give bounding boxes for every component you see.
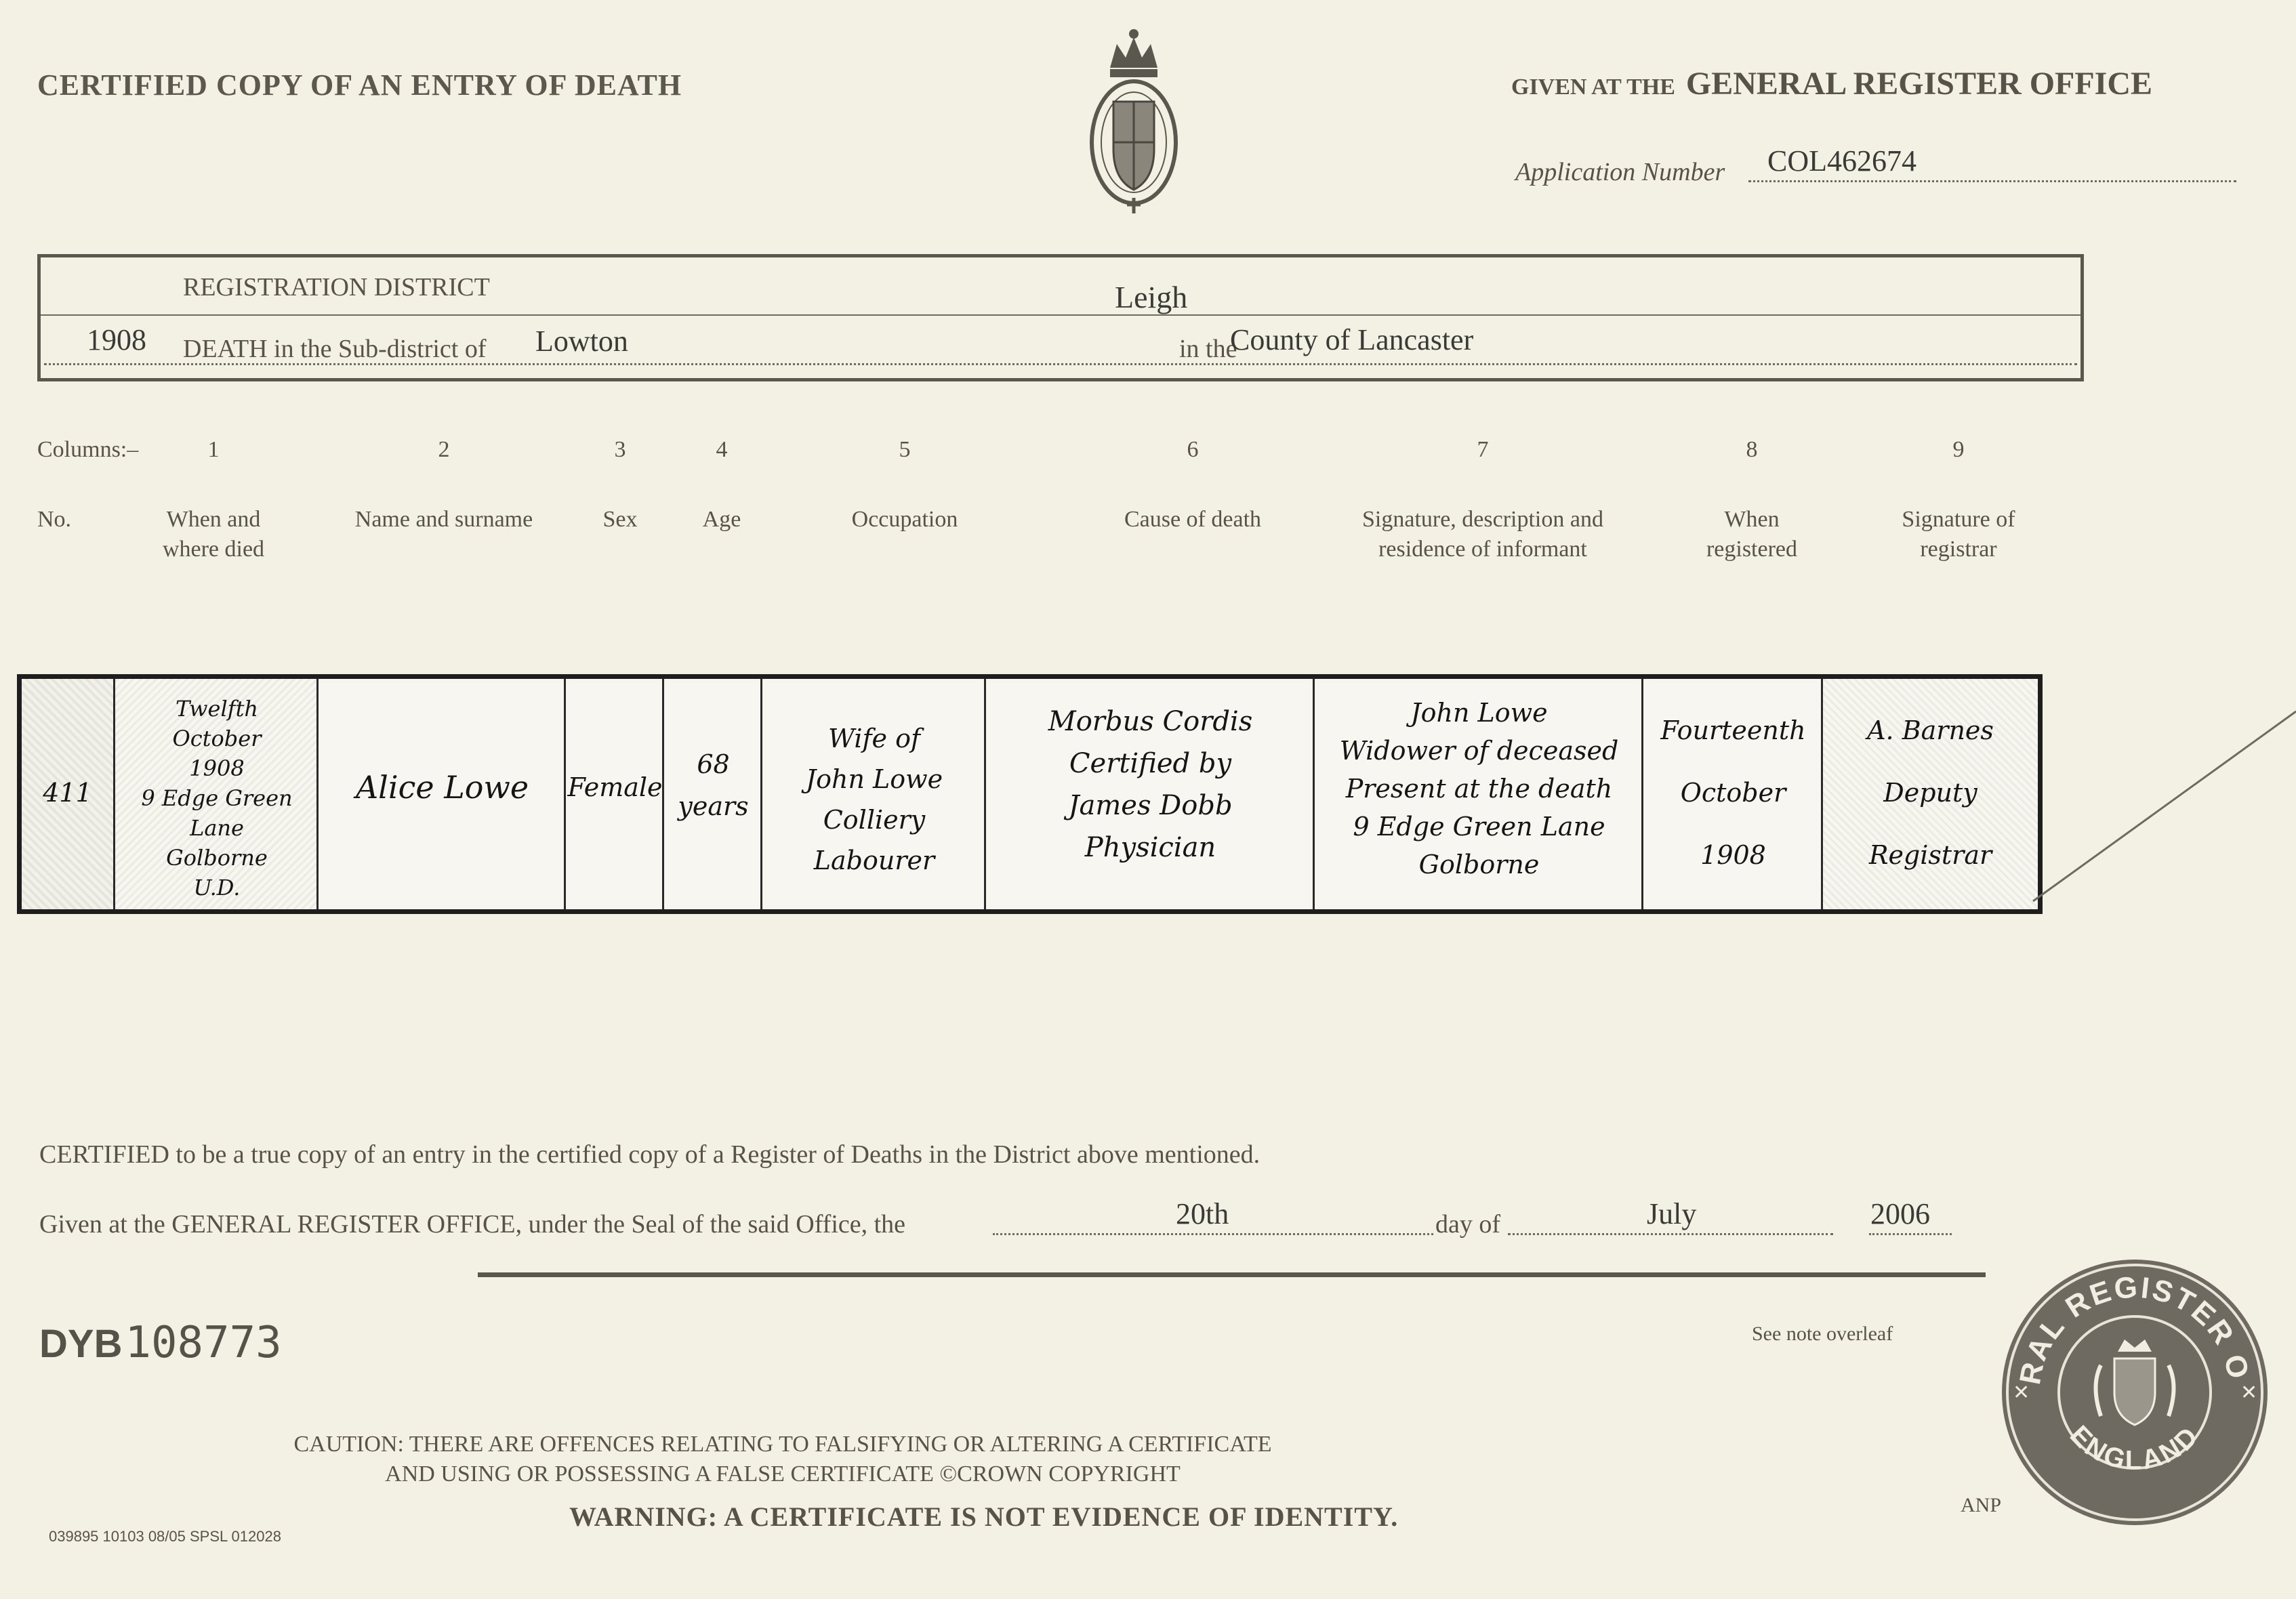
caution-block bbox=[0, 1430, 1565, 1489]
column-number: 2 bbox=[438, 437, 450, 462]
year-field bbox=[1869, 1197, 1952, 1235]
svg-text:✕: ✕ bbox=[2240, 1381, 2258, 1405]
caution-line-2: AND USING OR POSSESSING A FALSE CERTIFICATE ©CROWN COPYRIGHT bbox=[385, 1461, 1181, 1487]
hand-line: Labourer bbox=[813, 846, 935, 875]
hand-line: Deputy bbox=[1883, 778, 1977, 808]
hand-line: years bbox=[678, 791, 749, 821]
month-field bbox=[1508, 1197, 1833, 1235]
heading-line: residence of informant bbox=[1378, 537, 1587, 562]
anp-mark: ANP bbox=[1961, 1494, 2002, 1516]
hand-line: 9 Edge Green Lane bbox=[1353, 812, 1605, 842]
svg-text:✕: ✕ bbox=[2013, 1381, 2030, 1405]
hand-line: A. Barnes bbox=[1867, 715, 1994, 745]
when-where-cell bbox=[113, 679, 319, 909]
heading-line: Signature of bbox=[1902, 507, 2015, 532]
heading-line: where died bbox=[162, 537, 265, 562]
caution-line-1: CAUTION: THERE ARE OFFENCES RELATING TO FALSIFYING OR ALTERING A CERTIFICATE bbox=[293, 1432, 1272, 1457]
given-text: Given at the GENERAL REGISTER OFFICE, under the Seal of the said Office, the bbox=[39, 1210, 906, 1239]
hand-line: Registrar bbox=[1868, 840, 1992, 870]
heading-registered bbox=[1670, 505, 1833, 564]
deceased-sex: Female bbox=[567, 772, 663, 802]
note-overleaf: See note overleaf bbox=[1752, 1323, 1893, 1345]
column-number: 1 bbox=[207, 437, 220, 462]
seal-icon bbox=[1999, 1257, 2270, 1528]
heading-line: When and bbox=[166, 507, 261, 532]
given-office: GENERAL REGISTER OFFICE bbox=[1685, 66, 2153, 102]
name-cell bbox=[316, 679, 566, 909]
certification-statement: CERTIFIED to be a true copy of an entry in the certified copy of a Register of Deaths in the District above mentioned. bbox=[39, 1140, 1260, 1169]
when-registered bbox=[1643, 699, 1823, 886]
sex-cell bbox=[564, 679, 664, 909]
hand-line: Physician bbox=[1084, 832, 1216, 863]
certification-year: 2006 bbox=[1870, 1197, 1930, 1230]
column-number: 8 bbox=[1746, 437, 1758, 462]
columns-label: Columns:– bbox=[37, 437, 139, 462]
cause-of-death bbox=[986, 701, 1315, 869]
hand-line: James Dobb bbox=[1068, 790, 1233, 821]
serial-number bbox=[39, 1318, 282, 1368]
informant bbox=[1315, 694, 1643, 884]
occupation bbox=[762, 718, 986, 881]
heading-cause bbox=[1071, 505, 1315, 535]
serial-digits: 108773 bbox=[125, 1318, 282, 1368]
certificate-title: CERTIFIED COPY OF AN ENTRY OF DEATH bbox=[37, 68, 682, 102]
hand-line: 1908 bbox=[1700, 840, 1766, 870]
subdistrict-value: Lowton bbox=[535, 325, 628, 358]
column-number: 6 bbox=[1187, 437, 1199, 462]
hand-line: Widower of deceased bbox=[1339, 736, 1619, 766]
column-number: 3 bbox=[614, 437, 626, 462]
registration-box bbox=[37, 254, 2084, 381]
given-prefix: GIVEN AT THE bbox=[1511, 75, 1675, 100]
hand-line: 1908 bbox=[189, 755, 245, 781]
heading-line: Name and surname bbox=[354, 507, 533, 532]
hand-line: John Lowe bbox=[805, 764, 943, 794]
footer-codes: 039895 10103 08/05 SPSL 012028 bbox=[49, 1528, 281, 1545]
entry-number-cell bbox=[22, 679, 113, 909]
column-number: 4 bbox=[716, 437, 728, 462]
entry-number: 411 bbox=[43, 778, 92, 808]
hand-line: Twelfth bbox=[175, 696, 259, 722]
cause-cell bbox=[984, 679, 1315, 909]
application-label: Application Number bbox=[1515, 158, 1725, 186]
hand-line: October bbox=[172, 726, 262, 751]
heading-name bbox=[322, 505, 566, 535]
deceased-age bbox=[664, 743, 762, 827]
heading-occupation bbox=[803, 505, 1006, 535]
hand-line: Golborne bbox=[166, 845, 268, 871]
district-label: REGISTRATION DISTRICT bbox=[183, 273, 490, 302]
hand-line: Wife of bbox=[827, 724, 921, 753]
occupation-cell bbox=[760, 679, 986, 909]
column-number: 9 bbox=[1952, 437, 1965, 462]
registration-year: 1908 bbox=[87, 323, 146, 356]
seal-bottom-text: ENGLAND bbox=[2064, 1419, 2206, 1476]
in-the-label: in the bbox=[1179, 335, 1237, 363]
informant-cell bbox=[1313, 679, 1643, 909]
registrar-cell bbox=[1821, 679, 2038, 909]
heading-age bbox=[681, 505, 762, 535]
day-of-label: day of bbox=[1435, 1210, 1501, 1239]
age-cell bbox=[662, 679, 762, 909]
royal-crest-icon bbox=[1083, 20, 1185, 217]
cancel-line bbox=[2026, 698, 2296, 915]
heading-no: No. bbox=[37, 507, 72, 532]
identity-warning: WARNING: A CERTIFICATE IS NOT EVIDENCE OF IDENTITY. bbox=[569, 1501, 1399, 1532]
heading-line: registered bbox=[1706, 537, 1798, 562]
registration-divider bbox=[41, 314, 2080, 316]
entry-row bbox=[17, 674, 2043, 914]
deceased-name: Alice Lowe bbox=[355, 769, 529, 806]
application-number-field bbox=[1748, 142, 2236, 182]
hand-line: Golborne bbox=[1418, 850, 1540, 879]
hand-line: 68 bbox=[697, 749, 730, 779]
county-value: County of Lancaster bbox=[1230, 323, 1474, 356]
column-number: 7 bbox=[1477, 437, 1489, 462]
certification-day: 20th bbox=[1176, 1197, 1229, 1230]
heading-registrar bbox=[1870, 505, 2047, 564]
given-at-heading bbox=[1511, 65, 2152, 102]
hand-line: Present at the death bbox=[1345, 774, 1613, 804]
application-number: COL462674 bbox=[1767, 144, 1916, 178]
heading-when-where bbox=[132, 505, 295, 564]
heading-line: Age bbox=[702, 507, 741, 532]
heading-line: Occupation bbox=[851, 507, 958, 532]
column-number: 5 bbox=[899, 437, 911, 462]
heading-line: Sex bbox=[602, 507, 638, 532]
hand-line: John Lowe bbox=[1410, 698, 1548, 728]
registered-cell bbox=[1641, 679, 1823, 909]
hand-line: Fourteenth bbox=[1660, 715, 1806, 745]
heading-line: Cause of death bbox=[1124, 507, 1262, 532]
certification-month: July bbox=[1647, 1197, 1697, 1230]
hand-line: U.D. bbox=[193, 875, 241, 900]
hand-line: October bbox=[1680, 778, 1786, 808]
hand-line: Certified by bbox=[1069, 748, 1232, 779]
heading-informant bbox=[1327, 505, 1639, 564]
subdistrict-label: DEATH in the Sub-district of bbox=[183, 335, 487, 363]
heading-line: registrar bbox=[1920, 537, 1997, 562]
heading-sex bbox=[579, 505, 661, 535]
serial-prefix: DYB bbox=[39, 1322, 123, 1366]
signature-rule bbox=[478, 1272, 1986, 1277]
day-field bbox=[993, 1197, 1433, 1235]
hand-line: 9 Edge Green Lane bbox=[141, 785, 293, 841]
hand-line: Morbus Cordis bbox=[1048, 706, 1253, 737]
registrar-signature bbox=[1823, 699, 2038, 886]
seal-text: RAL REGISTER O bbox=[2013, 1270, 2256, 1388]
heading-line: Signature, description and bbox=[1362, 507, 1603, 532]
district-value: Leigh bbox=[1115, 280, 1188, 314]
heading-line: When bbox=[1724, 507, 1780, 532]
hand-line: Colliery bbox=[823, 805, 926, 835]
when-where-died bbox=[115, 694, 319, 902]
